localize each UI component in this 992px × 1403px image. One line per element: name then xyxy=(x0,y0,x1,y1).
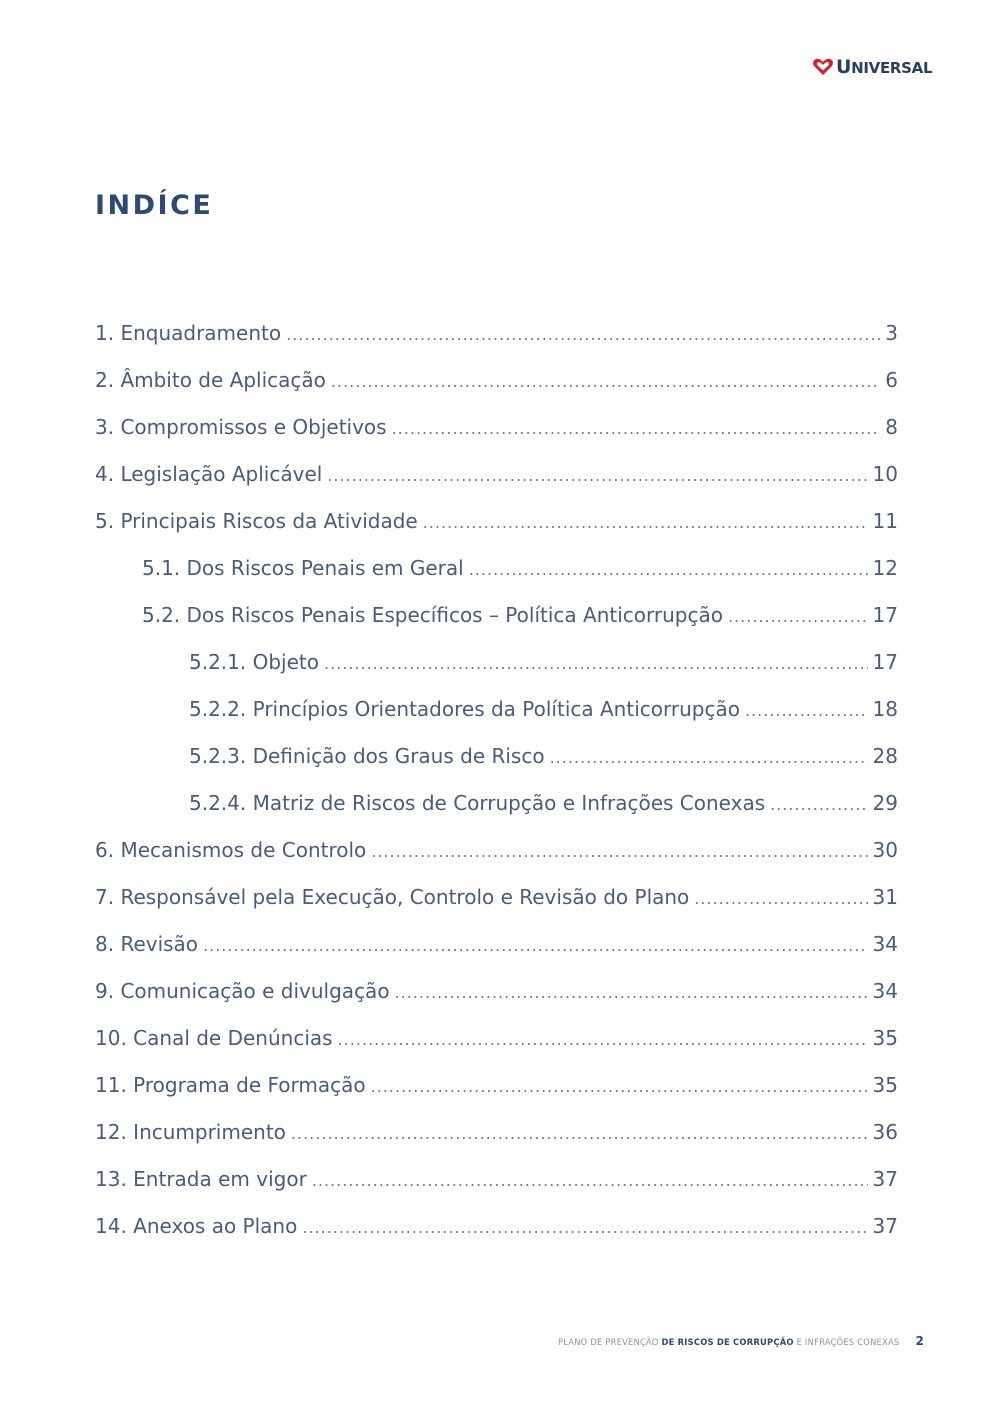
toc-dot-leader xyxy=(423,506,868,540)
toc-entry-label: 5.2.3. Definição dos Graus de Risco xyxy=(189,744,545,768)
toc-entry[interactable] xyxy=(95,598,898,645)
toc-entry-label: 5.1. Dos Riscos Penais em Geral xyxy=(142,556,464,580)
toc-dot-leader xyxy=(302,1211,867,1245)
toc-entry-label: 7. Responsável pela Execução, Controlo e Revisão do Plano xyxy=(95,885,690,909)
toc-entry-label: 9. Comunicação e divulgação xyxy=(95,979,390,1003)
page-footer xyxy=(502,1334,924,1348)
logo-wordmark-initial: U xyxy=(836,56,852,78)
toc-entry-page: 34 xyxy=(872,932,898,956)
toc-entry-label: 1. Enquadramento xyxy=(95,321,282,345)
toc-entry-label: 5.2.2. Princípios Orientadores da Política Anticorrupção xyxy=(189,697,740,721)
toc-entry-label: 13. Entrada em vigor xyxy=(95,1167,307,1191)
toc-entry-page: 3 xyxy=(885,321,898,345)
toc-entry[interactable] xyxy=(95,927,898,974)
toc-entry-page: 10 xyxy=(872,462,898,486)
toc-entry-page: 35 xyxy=(872,1026,898,1050)
footer-title-part-2: DE RISCOS DE CORRUPÇÃO xyxy=(661,1337,794,1347)
toc-dot-leader xyxy=(203,929,868,963)
toc-dot-leader xyxy=(286,318,880,352)
toc-entry[interactable] xyxy=(95,1115,898,1162)
toc-entry-label: 3. Compromissos e Objetivos xyxy=(95,415,387,439)
toc-entry-page: 34 xyxy=(872,979,898,1003)
toc-entry-label: 6. Mecanismos de Controlo xyxy=(95,838,367,862)
toc-entry[interactable] xyxy=(95,410,898,457)
toc-entry-page: 12 xyxy=(872,556,898,580)
toc-entry[interactable] xyxy=(95,551,898,598)
toc-entry-page: 31 xyxy=(872,885,898,909)
toc-entry-page: 35 xyxy=(872,1073,898,1097)
toc-dot-leader xyxy=(550,741,868,775)
toc-entry-label: 12. Incumprimento xyxy=(95,1120,286,1144)
footer-document-title xyxy=(558,1337,899,1347)
toc-dot-leader xyxy=(291,1117,868,1151)
toc-entry[interactable] xyxy=(95,1162,898,1209)
toc-entry[interactable] xyxy=(95,833,898,880)
toc-entry[interactable] xyxy=(95,645,898,692)
page-title: INDÍCE xyxy=(95,190,214,221)
toc-entry[interactable] xyxy=(95,880,898,927)
toc-entry-label: 5.2. Dos Riscos Penais Específicos – Política Anticorrupção xyxy=(142,603,723,627)
toc-dot-leader xyxy=(371,835,867,869)
toc-entry[interactable] xyxy=(95,457,898,504)
toc-dot-leader xyxy=(331,365,880,399)
toc-dot-leader xyxy=(469,553,868,587)
toc-entry-label: 5. Principais Riscos da Atividade xyxy=(95,509,418,533)
toc-dot-leader xyxy=(312,1164,868,1198)
logo-wordmark xyxy=(836,56,932,78)
toc-entry[interactable] xyxy=(95,692,898,739)
toc-entry-page: 8 xyxy=(885,415,898,439)
toc-dot-leader xyxy=(694,882,867,916)
toc-entry-label: 14. Anexos ao Plano xyxy=(95,1214,298,1238)
toc-dot-leader xyxy=(371,1070,868,1104)
toc-dot-leader xyxy=(338,1023,868,1057)
toc-entry-label: 8. Revisão xyxy=(95,932,199,956)
toc-entry-label: 11. Programa de Formação xyxy=(95,1073,366,1097)
toc-entry-page: 18 xyxy=(872,697,898,721)
toc-dot-leader xyxy=(395,976,868,1010)
toc-entry-label: 5.2.4. Matriz de Riscos de Corrupção e Infrações Conexas xyxy=(189,791,766,815)
toc-entry-page: 30 xyxy=(872,838,898,862)
toc-entry-page: 37 xyxy=(872,1167,898,1191)
toc-entry[interactable] xyxy=(95,1068,898,1115)
toc-entry[interactable] xyxy=(95,974,898,1021)
toc-dot-leader xyxy=(728,600,868,634)
logo-wordmark-rest: NIVERSAL xyxy=(851,59,933,77)
toc-entry-label: 4. Legislação Aplicável xyxy=(95,462,323,486)
table-of-contents xyxy=(95,316,898,1256)
universal-logo xyxy=(812,56,932,78)
page-number: 2 xyxy=(915,1334,924,1348)
toc-entry-page: 6 xyxy=(885,368,898,392)
toc-entry-page: 11 xyxy=(872,509,898,533)
toc-entry[interactable] xyxy=(95,504,898,551)
toc-dot-leader xyxy=(327,459,867,493)
footer-title-part-3: E INFRAÇÕES CONEXAS xyxy=(793,1337,900,1347)
toc-dot-leader xyxy=(745,694,868,728)
toc-entry-label: 5.2.1. Objeto xyxy=(189,650,319,674)
toc-entry-page: 17 xyxy=(872,650,898,674)
toc-entry-page: 17 xyxy=(872,603,898,627)
toc-entry-page: 28 xyxy=(872,744,898,768)
toc-entry-label: 10. Canal de Denúncias xyxy=(95,1026,333,1050)
toc-entry[interactable] xyxy=(95,316,898,363)
toc-entry-label: 2. Âmbito de Aplicação xyxy=(95,368,326,392)
toc-dot-leader xyxy=(324,647,868,681)
toc-dot-leader xyxy=(392,412,881,446)
toc-entry-page: 36 xyxy=(872,1120,898,1144)
toc-dot-leader xyxy=(770,788,867,822)
toc-entry[interactable] xyxy=(95,363,898,410)
heart-logo-icon xyxy=(812,58,834,76)
toc-entry-page: 29 xyxy=(872,791,898,815)
toc-entry[interactable] xyxy=(95,1209,898,1256)
footer-title-part-1: PLANO DE PREVENÇÃO xyxy=(557,1337,662,1347)
toc-entry-page: 37 xyxy=(872,1214,898,1238)
toc-entry[interactable] xyxy=(95,1021,898,1068)
toc-entry[interactable] xyxy=(95,786,898,833)
toc-entry[interactable] xyxy=(95,739,898,786)
